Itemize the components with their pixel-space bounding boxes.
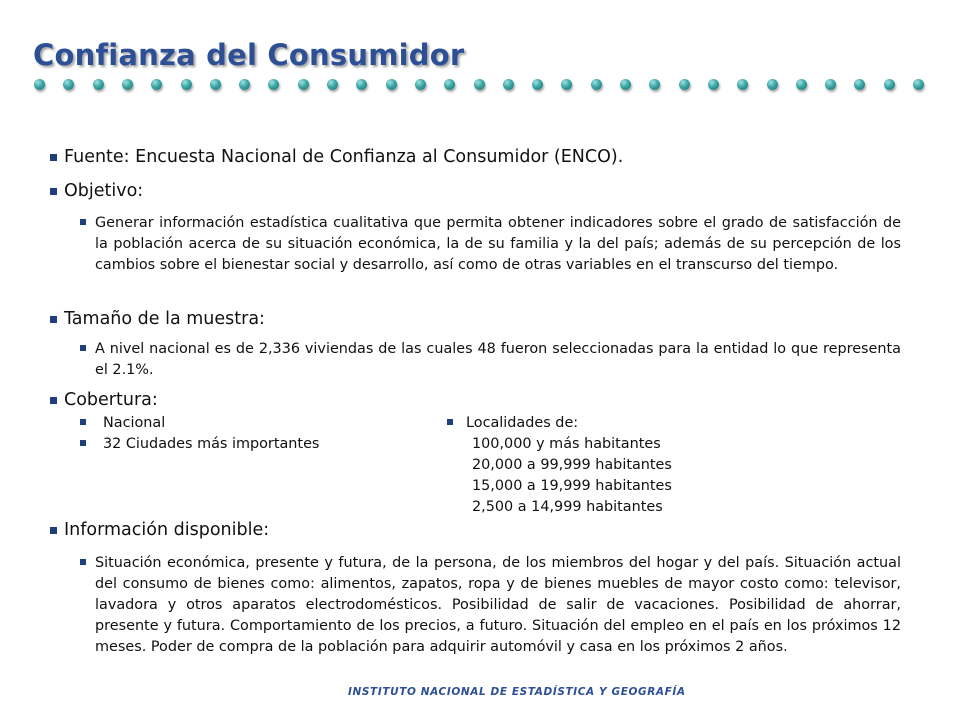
divider-dot [327,79,338,90]
dotted-divider [30,79,930,95]
fuente-text: Fuente: Encuesta Nacional de Confianza al Consumidor (ENCO). [64,147,624,167]
bullet-square-icon [50,316,57,323]
slide-title: Confianza del Consumidor [33,38,465,72]
divider-dot [737,79,748,90]
divider-dot [532,79,543,90]
divider-dot [591,79,602,90]
objetivo-text: Generar información estadística cualitativa que permita obtener indicadores sobre el grado de satisfacción de la población acerca de su situación económica, la de su familia y la del país; además de su percepción de los cambios sobre el bienestar social y desarrollo, así como de otras variables en el transcurso del tiempo. [95,215,901,273]
informacion-label: Información disponible: [64,520,270,540]
bullet-square-icon [50,188,57,195]
divider-dot [796,79,807,90]
divider-dot [34,79,45,90]
bullet-square-icon [50,397,57,404]
divider-dot [649,79,660,90]
bullet-square-icon [50,154,57,161]
divider-dot [854,79,865,90]
bullet-informacion-text [80,553,902,679]
divider-dot [356,79,367,90]
divider-dot [181,79,192,90]
bullet-square-icon [80,559,86,565]
divider-dot [415,79,426,90]
localidades-item: 2,500 a 14,999 habitantes [472,499,663,515]
cobertura-item-ciudades: 32 Ciudades más importantes [103,436,320,452]
divider-dot [93,79,104,90]
divider-dot [386,79,397,90]
localidades-item: 15,000 a 19,999 habitantes [472,478,672,494]
footer-institution: INSTITUTO NACIONAL DE ESTADÍSTICA Y GEOGRAFÍA [348,686,686,698]
bullet-square-icon [447,419,453,425]
cobertura-label: Cobertura: [64,390,158,410]
divider-dot [913,79,924,90]
muestra-label: Tamaño de la muestra: [64,309,265,329]
divider-dot [210,79,221,90]
divider-dot [708,79,719,90]
bullet-square-icon [50,527,57,534]
bullet-square-icon [80,219,86,225]
informacion-text: Situación económica, presente y futura, de la persona, de los miembros del hogar y del país. Situación actual del consumo de bienes como: alimentos, zapatos, ropa y de bienes muebles de mayor costo como: televisor, lavadora y otros aparatos electrodomésticos. Posibilidad de salir de vacaciones. Posibilidad de ahorrar, presente y futura. Comportamiento de los precios, a futuro. Situación del empleo en el país en los próximos 12 meses. Poder de compra de la población para adquirir automóvil y casa en los próximos 2 años. [95,555,901,655]
divider-dot [503,79,514,90]
localidades-item: 100,000 y más habitantes [472,436,661,452]
divider-dot [884,79,895,90]
bullet-objetivo-text [80,213,902,297]
bullet-square-icon [80,345,86,351]
bullet-muestra-text [80,339,902,381]
divider-dot [825,79,836,90]
localidades-label: Localidades de: [466,415,579,431]
divider-dot [268,79,279,90]
localidades-item: 20,000 a 99,999 habitantes [472,457,672,473]
divider-dot [151,79,162,90]
divider-dot [474,79,485,90]
divider-dot [122,79,133,90]
objetivo-label: Objetivo: [64,181,144,201]
bullet-square-icon [80,440,86,446]
divider-dot [767,79,778,90]
divider-dot [679,79,690,90]
muestra-text: A nivel nacional es de 2,336 viviendas de las cuales 48 fueron seleccionadas para la entidad lo que representa el 2.1%. [95,341,901,378]
divider-dot [298,79,309,90]
divider-dot [444,79,455,90]
divider-dot [239,79,250,90]
bullet-square-icon [80,419,86,425]
cobertura-item-nacional: Nacional [103,415,166,431]
divider-dot [561,79,572,90]
divider-dot [620,79,631,90]
divider-dot [63,79,74,90]
